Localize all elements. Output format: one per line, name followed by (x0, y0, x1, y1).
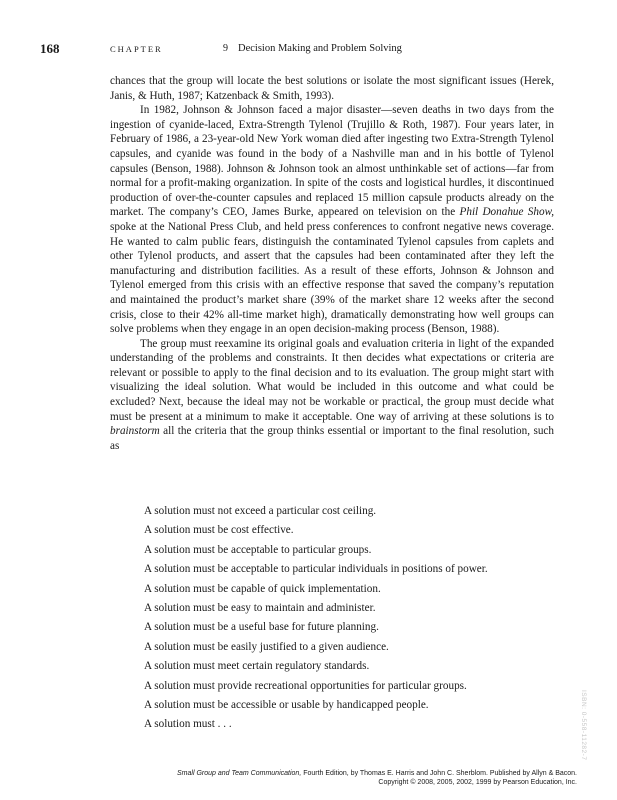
paragraph-tylenol-text-2: spoke at the National Press Club, and held press conferences to confront negative news coverage. He wanted to calm public fears, distinguish the contaminated Tylenol capsules from caplets and other Tylenol products, and assert that the capsules had been contaminated after they left the manufacturing and distribution facilities. As a result of these efforts, Johnson & Johnson and Tylenol emerged from this crisis with an effective response that saved the company’s reputation and maintained the product’s market share (39% of the market share 12 weeks after the second crisis, close to their 42% all-time market high), dramatically demonstrating how well groups can solve problems when they engage in an open decision-making process (Benson, 1988). (110, 220, 554, 336)
page-number: 168 (40, 41, 60, 56)
footer-publication: Fourth Edition, by Thomas E. Harris and John C. Sherblom. Published by Allyn & Bacon. (301, 770, 577, 777)
page-footer (177, 769, 577, 787)
list-item: A solution must be acceptable to particular groups. (144, 543, 372, 556)
footer-copyright: Copyright © 2008, 2005, 2002, 1999 by Pearson Education, Inc. (378, 779, 577, 786)
side-isbn-watermark: ISBN: 0-558-11282-7 (580, 690, 587, 761)
brainstorm-italic: brainstorm (110, 425, 160, 438)
footer-line-1 (177, 769, 577, 778)
list-item: A solution must be accessible or usable by handicapped people. (144, 699, 429, 712)
paragraph-continuation: chances that the group will locate the best solutions or isolate the most significant issues (Herek, Janis, & Huth, 1987; Katzenback & Smith, 1993). (110, 75, 554, 102)
footer-book-title: Small Group and Team Communication, (177, 770, 302, 777)
list-item: A solution must be easy to maintain and administer. (144, 602, 376, 615)
chapter-number: 9 (223, 43, 228, 54)
paragraph-criteria-intro (110, 337, 554, 454)
list-item: A solution must not exceed a particular cost ceiling. (144, 505, 377, 517)
paragraph-criteria-text-2: all the criteria that the group thinks essential or important to the final resolution, such as (110, 425, 554, 452)
chapter-title: Decision Making and Problem Solving (238, 43, 402, 54)
paragraph-criteria-text-1: The group must reexamine its original goals and evaluation criteria in light of the expanded understanding of the problems and constraints. It then decides what expectations or criteria are relevant or possible to apply to the final decision and to its evaluation. The group might start with visualizing the ideal solution. What would be included in this outcome and what could be excluded? Next, because the ideal may not be workable or practical, the group must decide what must be present at a minimum to make it acceptable. One way of arriving at these solutions is to (110, 337, 554, 423)
list-item: A solution must provide recreational opportunities for particular groups. (144, 679, 467, 692)
running-header (40, 40, 580, 58)
list-item: A solution must be capable of quick implementation. (144, 582, 381, 595)
paragraph-tylenol-case (110, 103, 554, 337)
list-item: A solution must be a useful base for future planning. (144, 621, 379, 634)
criteria-list (144, 502, 554, 735)
list-item: A solution must be easily justified to a given audience. (144, 640, 389, 653)
list-item: A solution must be acceptable to particular individuals in positions of power. (144, 563, 488, 576)
list-item: A solution must meet certain regulatory standards. (144, 660, 370, 673)
paragraph-tylenol-text-1: In 1982, Johnson & Johnson faced a major disaster—seven deaths in two days from the ingestion of cyanide-laced, Extra-Strength Tylenol (Trujillo & Roth, 1987). Four years later, in February of 1986, a 23-year-old New York woman died after ingesting two Extra-Strength Tylenol capsules, and cyanide was found in the body of a Nashville man and in his bottle of Tylenol capsules (Benson, 1988). Johnson & Johnson took an almost unthinkable set of actions—far from normal for a profit-making organization. In spite of the costs and logistical hurdles, it discontinued production of over-the-counter capsules and replaced 15 million capsule products already on the market. The company’s CEO, James Burke, appeared on television on the (110, 104, 554, 219)
body-text (110, 74, 554, 453)
list-item: A solution must be cost effective. (144, 524, 294, 537)
show-title-italic: Phil Donahue Show, (459, 206, 555, 219)
chapter-label: CHAPTER (110, 44, 163, 54)
list-item: A solution must . . . (144, 718, 232, 731)
